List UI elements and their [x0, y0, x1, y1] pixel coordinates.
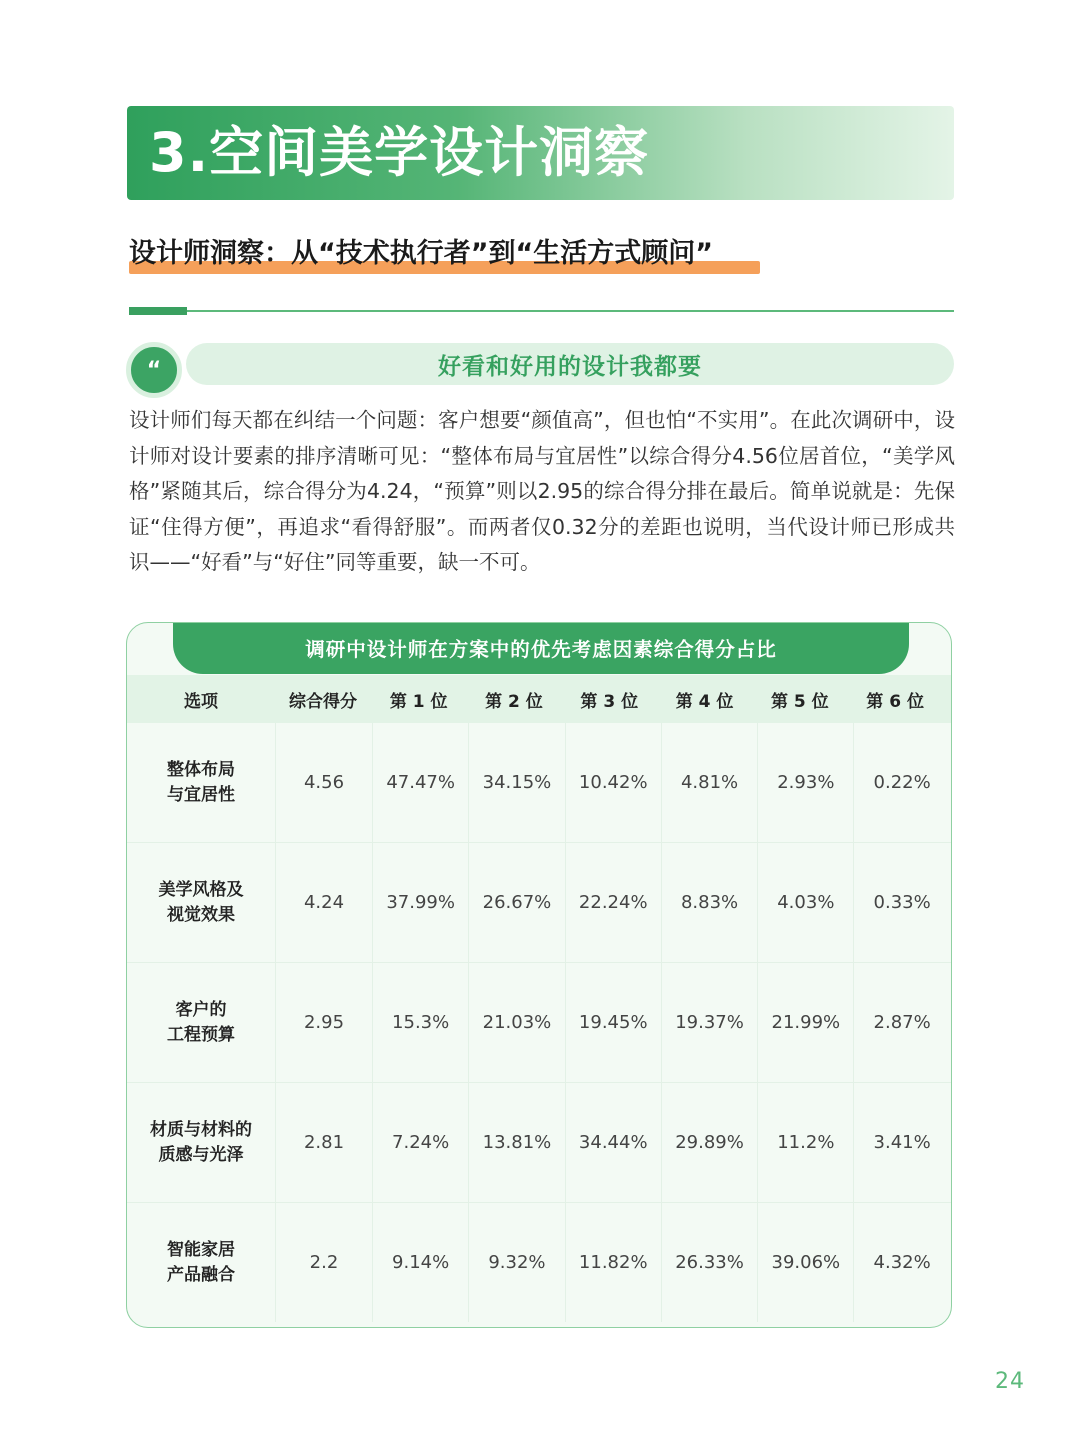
- rank-6-cell: 4.32%: [853, 1203, 949, 1322]
- option-line-1: 美学风格及: [158, 879, 244, 900]
- table-title-tab: [173, 622, 909, 674]
- rank-5-cell: 11.2%: [757, 1083, 853, 1202]
- page-number: 24: [995, 1369, 1025, 1394]
- header-rank-2: 第 2 位: [485, 691, 543, 712]
- rank-1-cell: 37.99%: [372, 843, 468, 962]
- divider-line: [129, 310, 954, 312]
- subtitle-block: [129, 234, 713, 274]
- header-score: 综合得分: [289, 691, 357, 712]
- quote-banner: [186, 343, 954, 385]
- option-line-2: 视觉效果: [167, 904, 235, 925]
- rank-2-cell: 34.15%: [468, 723, 564, 842]
- rank-5-cell: 4.03%: [757, 843, 853, 962]
- rank-6-cell: 0.33%: [853, 843, 949, 962]
- quote-icon: “: [126, 342, 182, 398]
- divider-accent: [129, 307, 187, 315]
- rank-2-cell: 9.32%: [468, 1203, 564, 1322]
- option-line-1: 整体布局: [167, 759, 235, 780]
- rank-3-cell: 34.44%: [565, 1083, 661, 1202]
- option-line-2: 质感与光泽: [158, 1144, 244, 1165]
- option-line-1: 客户的: [175, 999, 227, 1020]
- table-header-row: [127, 675, 951, 723]
- option-cell: [127, 723, 275, 842]
- header-rank-4: 第 4 位: [675, 691, 734, 712]
- option-cell: [127, 963, 275, 1082]
- header-rank-5: 第 5 位: [771, 691, 829, 712]
- section-title: 3.空间美学设计洞察: [149, 121, 650, 184]
- table-row: [127, 1202, 951, 1322]
- option-cell: [127, 1203, 275, 1322]
- score-cell: 2.81: [275, 1083, 372, 1202]
- rank-4-cell: 8.83%: [661, 843, 757, 962]
- section-banner: [127, 106, 954, 200]
- rank-1-cell: 47.47%: [372, 723, 468, 842]
- subtitle: 设计师洞察：从“技术执行者”到“生活方式顾问”: [129, 238, 713, 269]
- option-cell: [127, 1083, 275, 1202]
- rank-3-cell: 19.45%: [565, 963, 661, 1082]
- table-row: [127, 842, 951, 962]
- rank-1-cell: 7.24%: [372, 1083, 468, 1202]
- option-line-2: 工程预算: [167, 1024, 235, 1045]
- rank-5-cell: 39.06%: [757, 1203, 853, 1322]
- rank-4-cell: 19.37%: [661, 963, 757, 1082]
- table-row: [127, 962, 951, 1082]
- header-rank-3: 第 3 位: [580, 691, 639, 712]
- option-line-2: 与宜居性: [167, 784, 235, 805]
- header-rank-1: 第 1 位: [389, 691, 448, 712]
- score-cell: 4.24: [275, 843, 372, 962]
- rank-4-cell: 4.81%: [661, 723, 757, 842]
- option-cell: [127, 843, 275, 962]
- body-paragraph: 设计师们每天都在纠结一个问题：客户想要“颜值高”，但也怕“不实用”。在此次调研中，设计师对设计要素的排序清晰可见：“整体布局与宜居性”以综合得分4.56位居首位，“美学风格”紧随其后，综合得分为4.24，“预算”则以2.95的综合得分排在最后。简单说就是：先保证“住得方便”，再追求“看得舒服”。而两者仅0.32分的差距也说明，当代设计师已形成共识——“好看”与“好住”同等重要，缺一不可。: [129, 408, 955, 574]
- rank-3-cell: 11.82%: [565, 1203, 661, 1322]
- rank-2-cell: 26.67%: [468, 843, 564, 962]
- quote-title: 好看和好用的设计我都要: [438, 353, 702, 380]
- rank-3-cell: 22.24%: [565, 843, 661, 962]
- option-line-2: 产品融合: [167, 1264, 235, 1285]
- option-line-1: 智能家居: [167, 1239, 235, 1260]
- table-title: 调研中设计师在方案中的优先考虑因素综合得分占比: [305, 638, 777, 661]
- rank-2-cell: 21.03%: [468, 963, 564, 1082]
- rank-4-cell: 26.33%: [661, 1203, 757, 1322]
- data-table-card: [126, 622, 952, 1328]
- rank-5-cell: 21.99%: [757, 963, 853, 1082]
- rank-4-cell: 29.89%: [661, 1083, 757, 1202]
- option-line-1: 材质与材料的: [150, 1119, 252, 1140]
- rank-6-cell: 2.87%: [853, 963, 949, 1082]
- table-row: [127, 1082, 951, 1202]
- score-cell: 2.2: [275, 1203, 372, 1322]
- table-row: [127, 723, 951, 842]
- rank-2-cell: 13.81%: [468, 1083, 564, 1202]
- score-cell: 4.56: [275, 723, 372, 842]
- header-rank-6: 第 6 位: [866, 691, 924, 712]
- score-cell: 2.95: [275, 963, 372, 1082]
- table-body: [127, 723, 951, 1322]
- rank-1-cell: 15.3%: [372, 963, 468, 1082]
- rank-5-cell: 2.93%: [757, 723, 853, 842]
- rank-6-cell: 3.41%: [853, 1083, 949, 1202]
- rank-6-cell: 0.22%: [853, 723, 949, 842]
- rank-1-cell: 9.14%: [372, 1203, 468, 1322]
- rank-3-cell: 10.42%: [565, 723, 661, 842]
- header-option: 选项: [184, 691, 218, 712]
